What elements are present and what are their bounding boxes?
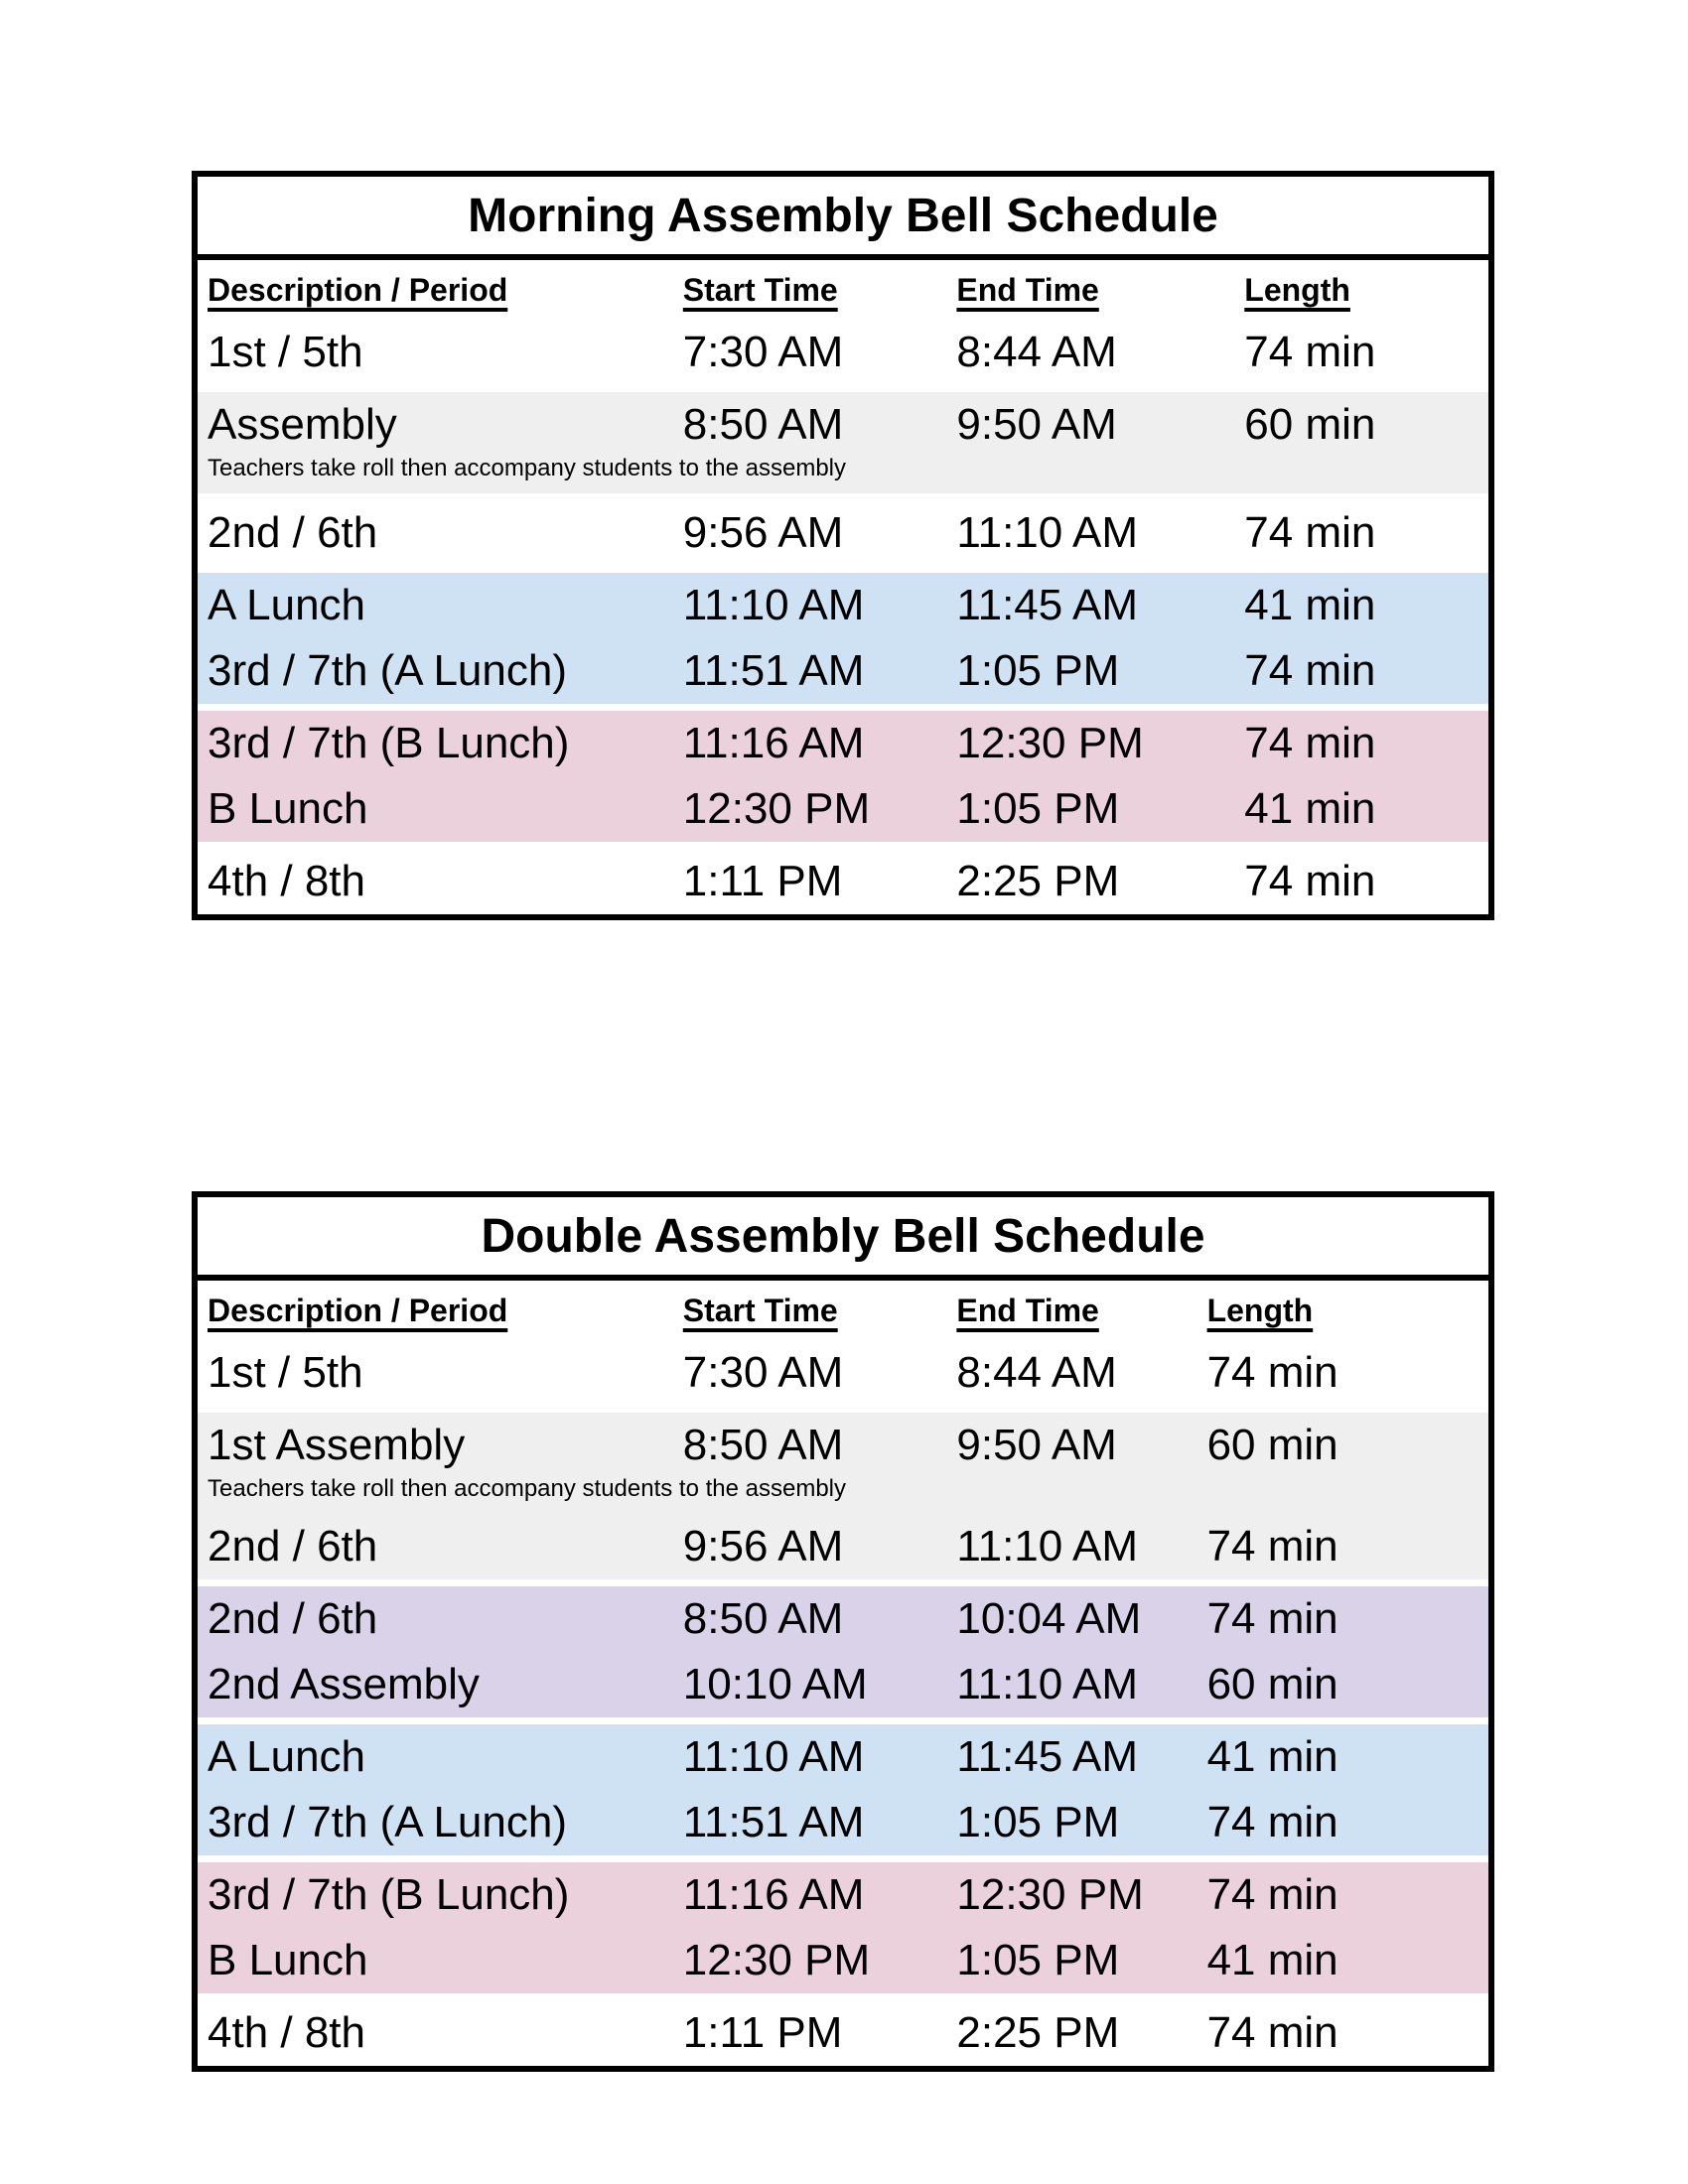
cell-description-period: 2nd / 6th bbox=[208, 508, 378, 558]
cell-end-time: 2:25 PM bbox=[956, 857, 1120, 906]
cell-start-time: 1:11 PM bbox=[682, 2008, 843, 2058]
cell-length: 74 min bbox=[1206, 1522, 1338, 1571]
cell-end-time: 1:05 PM bbox=[956, 1936, 1120, 1985]
table-row bbox=[198, 1586, 1488, 1652]
cell-description-period: 3rd / 7th (B Lunch) bbox=[208, 719, 570, 768]
cell-end-time: 11:10 AM bbox=[956, 1660, 1139, 1709]
cell-end-time: 12:30 PM bbox=[956, 719, 1144, 768]
cell-length: 60 min bbox=[1244, 400, 1376, 449]
cell-description-period: 3rd / 7th (B Lunch) bbox=[208, 1870, 570, 1920]
table-row bbox=[198, 392, 1488, 500]
table-title: Double Assembly Bell Schedule bbox=[481, 1209, 1205, 1263]
table-row bbox=[198, 1724, 1488, 1790]
cell-end-time: 2:25 PM bbox=[956, 2008, 1120, 2058]
cell-description-period: 2nd Assembly bbox=[208, 1660, 480, 1709]
table-row bbox=[198, 320, 1488, 392]
cell-length: 41 min bbox=[1206, 1936, 1338, 1985]
cell-start-time: 1:11 PM bbox=[682, 857, 843, 906]
cell-end-time: 11:10 AM bbox=[956, 508, 1139, 558]
row-note: Teachers take roll then accompany students to the assembly bbox=[208, 1475, 847, 1502]
table-row bbox=[198, 1413, 1488, 1514]
cell-description-period: 4th / 8th bbox=[208, 2008, 366, 2058]
cell-description-period: 1st / 5th bbox=[208, 328, 363, 376]
cell-description-period: A Lunch bbox=[208, 1732, 366, 1782]
table-row bbox=[198, 1652, 1488, 1724]
column-header-start-time: Start Time bbox=[682, 271, 838, 308]
cell-description-period: 4th / 8th bbox=[208, 857, 366, 906]
cell-end-time: 12:30 PM bbox=[956, 1870, 1144, 1920]
cell-start-time: 11:10 AM bbox=[682, 1732, 865, 1782]
cell-length: 74 min bbox=[1244, 508, 1376, 558]
table-row bbox=[198, 2000, 1488, 2066]
cell-description-period: 2nd / 6th bbox=[208, 1522, 378, 1571]
cell-start-time: 8:50 AM bbox=[682, 400, 844, 449]
cell-length: 41 min bbox=[1206, 1732, 1338, 1782]
cell-end-time: 9:50 AM bbox=[956, 1421, 1117, 1469]
cell-start-time: 10:10 AM bbox=[682, 1660, 868, 1709]
cell-length: 74 min bbox=[1206, 1348, 1338, 1397]
cell-length: 74 min bbox=[1206, 1594, 1338, 1644]
cell-end-time: 11:45 AM bbox=[956, 1732, 1139, 1782]
cell-description-period: 2nd / 6th bbox=[208, 1594, 378, 1644]
cell-length: 74 min bbox=[1206, 1870, 1338, 1920]
cell-length: 74 min bbox=[1206, 2008, 1338, 2058]
double-assembly-schedule-table bbox=[192, 1191, 1494, 2072]
table-header-row bbox=[198, 260, 1488, 320]
table-row bbox=[198, 1862, 1488, 1928]
cell-description-period: A Lunch bbox=[208, 581, 366, 630]
cell-end-time: 8:44 AM bbox=[956, 328, 1117, 376]
cell-description-period: 1st Assembly bbox=[208, 1421, 466, 1469]
table-row bbox=[198, 638, 1488, 711]
cell-start-time: 9:56 AM bbox=[682, 508, 844, 558]
table-row bbox=[198, 776, 1488, 849]
column-header-length: Length bbox=[1206, 1292, 1314, 1328]
cell-length: 74 min bbox=[1244, 857, 1376, 906]
cell-start-time: 8:50 AM bbox=[682, 1594, 844, 1644]
cell-end-time: 11:45 AM bbox=[956, 581, 1139, 630]
cell-start-time: 9:56 AM bbox=[682, 1522, 844, 1571]
cell-length: 74 min bbox=[1244, 719, 1376, 768]
cell-description-period: Assembly bbox=[208, 400, 397, 449]
table-title: Morning Assembly Bell Schedule bbox=[468, 189, 1218, 242]
table-row bbox=[198, 1514, 1488, 1586]
cell-start-time: 11:51 AM bbox=[682, 1798, 865, 1847]
cell-description-period: 1st / 5th bbox=[208, 1348, 363, 1397]
cell-description-period: B Lunch bbox=[208, 1936, 368, 1985]
cell-length: 60 min bbox=[1206, 1660, 1338, 1709]
table-rows bbox=[198, 1340, 1488, 2066]
table-rows bbox=[198, 320, 1488, 914]
column-header-length: Length bbox=[1244, 271, 1350, 308]
cell-end-time: 11:10 AM bbox=[956, 1522, 1139, 1571]
column-header-end-time: End Time bbox=[956, 1292, 1099, 1328]
table-row bbox=[198, 1340, 1488, 1413]
cell-description-period: B Lunch bbox=[208, 784, 368, 834]
cell-length: 41 min bbox=[1244, 581, 1376, 630]
cell-end-time: 1:05 PM bbox=[956, 1798, 1120, 1847]
morning-assembly-schedule-table bbox=[192, 171, 1494, 920]
cell-length: 60 min bbox=[1206, 1421, 1338, 1469]
table-header-row bbox=[198, 1281, 1488, 1340]
cell-start-time: 12:30 PM bbox=[682, 1936, 871, 1985]
cell-start-time: 12:30 PM bbox=[682, 784, 871, 834]
cell-start-time: 11:10 AM bbox=[682, 581, 865, 630]
column-header-description-period: Description / Period bbox=[208, 1292, 508, 1328]
column-header-end-time: End Time bbox=[956, 271, 1099, 308]
cell-length: 41 min bbox=[1244, 784, 1376, 834]
cell-description-period: 3rd / 7th (A Lunch) bbox=[208, 646, 567, 696]
cell-end-time: 8:44 AM bbox=[956, 1348, 1117, 1397]
table-row bbox=[198, 1790, 1488, 1862]
table-row bbox=[198, 1928, 1488, 2000]
table-row bbox=[198, 500, 1488, 573]
cell-start-time: 7:30 AM bbox=[682, 1348, 844, 1397]
cell-start-time: 7:30 AM bbox=[682, 328, 844, 376]
cell-end-time: 1:05 PM bbox=[956, 646, 1120, 696]
cell-description-period: 3rd / 7th (A Lunch) bbox=[208, 1798, 567, 1847]
cell-start-time: 11:16 AM bbox=[682, 719, 865, 768]
cell-length: 74 min bbox=[1206, 1798, 1338, 1847]
cell-end-time: 10:04 AM bbox=[956, 1594, 1142, 1644]
table-row bbox=[198, 711, 1488, 776]
cell-start-time: 11:16 AM bbox=[682, 1870, 865, 1920]
table-row bbox=[198, 573, 1488, 638]
cell-start-time: 11:51 AM bbox=[682, 646, 865, 696]
cell-end-time: 1:05 PM bbox=[956, 784, 1120, 834]
table-title-bar bbox=[198, 177, 1488, 260]
table-title-bar bbox=[198, 1197, 1488, 1281]
row-note: Teachers take roll then accompany students to the assembly bbox=[208, 455, 847, 481]
cell-length: 74 min bbox=[1244, 646, 1376, 696]
column-header-description-period: Description / Period bbox=[208, 271, 508, 308]
cell-start-time: 8:50 AM bbox=[682, 1421, 844, 1469]
column-header-start-time: Start Time bbox=[682, 1292, 838, 1328]
table-row bbox=[198, 849, 1488, 914]
cell-end-time: 9:50 AM bbox=[956, 400, 1117, 449]
cell-length: 74 min bbox=[1244, 328, 1376, 376]
